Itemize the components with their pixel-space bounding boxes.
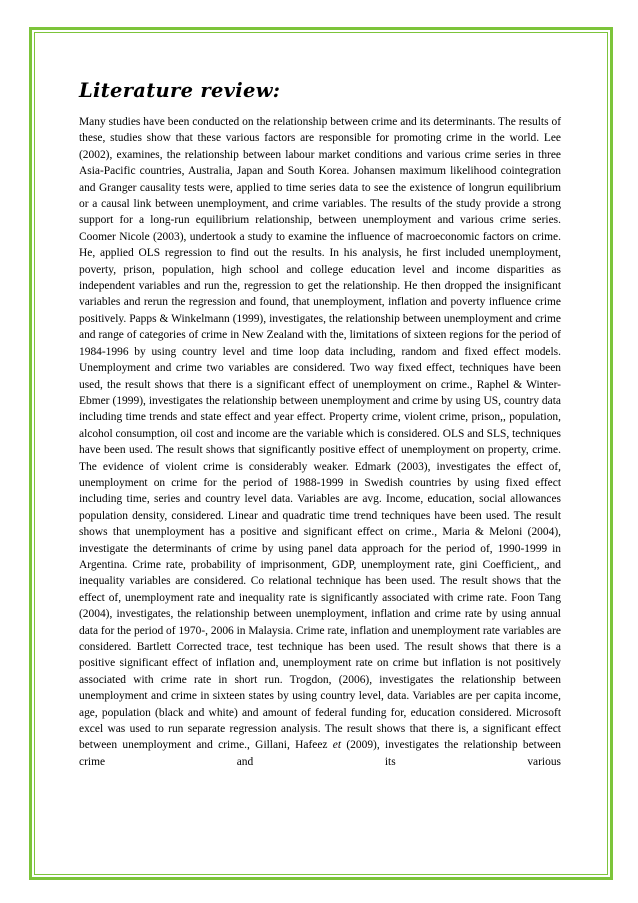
- paragraph-text-part-1: Many studies have been conducted on the relationship between crime and its determinants. The results of these, studies show that these various factors are responsible for promoting crime in the world. Lee (2002), examines, the relationship between labour market conditions and various crime series in three Asia-Pacific countries, Australia, Japan and South Korea. Johansen maximum likelihood cointegration and Granger causality tests were, applied to time series data to see the existence of longrun equilibrium or a causal link between unemployment, and crime variables. The results of the study provide a strong support for a long-run equilibrium relationship, between unemployment and various crime series. Coomer Nicole (2003), undertook a study to examine the influence of macroeconomic factors on crime. He, applied OLS regression to find out the results. In his analysis, he first included unemployment, poverty, prison, population, high school and college education level and income disparities as independent variables and run the, regression to get the relationship. He then dropped the insignificant variables and rerun the regression and found, that unemployment, inflation and poverty influence crime positively. Papps & Winkelmann (1999), investigates, the relationship between unemployment and crime and range of categories of crime in New Zealand with the, limitations of sixteen regions for the period of 1984-1996 by using country level and time loop data including, random and fixed effect models. Unemployment and crime two variables are considered. Two way fixed effect, techniques have been used, the result shows that there is a significant effect of unemployment on crime., Raphel & Winter-Ebmer (1999), investigates the relationship between unemployment and crime by using US, country data including time trends and state effect and year effect. Property crime, violent crime, prison,, population, alcohol consumption, oil cost and income are the variable which is considered. OLS and SLS, techniques have been used. The result shows that significantly positive effect of unemployment on property, crime. The evidence of violent crime is considerably weaker. Edmark (2003), investigates the effect of, unemployment on crime for the period of 1988-1999 in Swedish countries by using fixed effect including time, series and country level data. Variables are avg. Income, education, social allowances population density, considered. Linear and quadratic time trend techniques have been used. The result shows that unemployment has a positive and significant effect on crime., Maria & Meloni (2004), investigate the determinants of crime by using panel data approach for the period of, 1990-1999 in Argentina. Crime rate, probability of imprisonment, GDP, unemployment rate, gini Coefficient,, and inequality variables are considered. Co relational technique has been used. The result shows that the effect of, unemployment rate and inequality rate is significantly associated with crime rate. Foon Tang (2004), investigates, the relationship between unemployment, inflation and crime rate by using annual data for the period of 1970-, 2006 in Malaysia. Crime rate, inflation and unemployment rate variables are considered. Bartlett Corrected trace, test technique has been used. The result shows that there is a positive significant effect of inflation and, unemployment rate on crime but inflation is not positively associated with crime rate in short run. Trogdon, (2006), investigates the relationship between unemployment and crime in sixteen states by using country level, data. Variables are per capita income, age, population (black and white) and amount of federal funding for, education considered. Microsoft excel was used to run separate regression analysis. The result shows that there is, a significant effect between unemployment and crime., Gillani, Hafeez: [79, 116, 561, 752]
- italic-et: et: [332, 739, 342, 752]
- paragraph-text-part-2: (2009), investigates the relationship between crime and its various: [79, 739, 561, 768]
- section-heading: Literature review:: [79, 79, 281, 102]
- literature-review-paragraph: [79, 114, 561, 770]
